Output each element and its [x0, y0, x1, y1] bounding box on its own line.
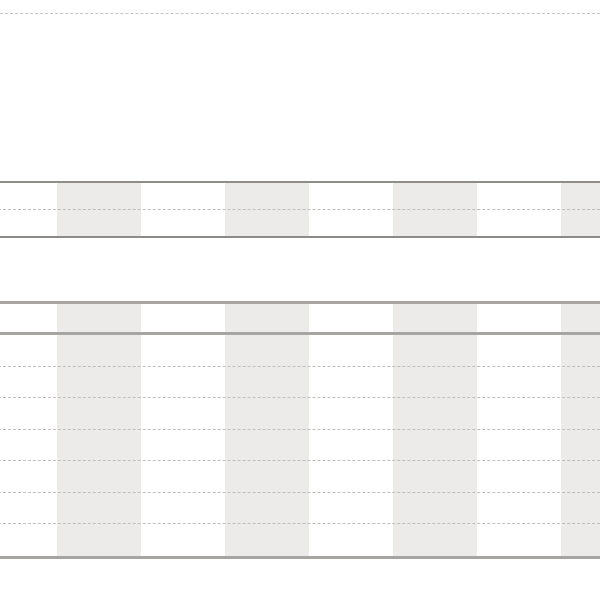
table-cell	[561, 210, 600, 237]
table-cell	[393, 304, 477, 332]
order-row-empty-1	[0, 398, 600, 430]
table-cell	[57, 210, 141, 237]
table-cell	[561, 335, 600, 366]
order-row-gb	[0, 430, 600, 462]
table-cell	[477, 524, 561, 556]
table-cell	[57, 461, 141, 492]
table-cell	[0, 493, 57, 524]
table-cell	[141, 398, 225, 429]
table-cell	[141, 524, 225, 556]
table-cell	[141, 461, 225, 492]
table-cell	[309, 367, 393, 398]
table-cell	[57, 398, 141, 429]
bur-row	[0, 0, 600, 160]
order-row-9000	[0, 524, 600, 556]
table-cell	[225, 493, 309, 524]
table-cell	[309, 335, 393, 366]
table-cell	[57, 304, 141, 332]
table-cell	[393, 524, 477, 556]
table-cell	[141, 430, 225, 461]
table-cell	[477, 367, 561, 398]
table-cell	[477, 493, 561, 524]
table-cell	[57, 335, 141, 366]
table-cell	[393, 183, 477, 209]
table-cell	[393, 367, 477, 398]
table-cell	[477, 461, 561, 492]
table-cell	[393, 210, 477, 237]
table-cell	[309, 461, 393, 492]
table-cell	[141, 304, 225, 332]
table-cell	[393, 335, 477, 366]
table-cell	[141, 183, 225, 209]
table-cell	[225, 335, 309, 366]
table-cell	[561, 398, 600, 429]
table-cell	[225, 183, 309, 209]
table-cell	[57, 493, 141, 524]
table-cell	[225, 304, 309, 332]
iso-size-row	[0, 183, 600, 210]
table-cell	[309, 430, 393, 461]
table-cell	[0, 304, 57, 332]
order-row-4000	[0, 461, 600, 493]
table-cell	[561, 524, 600, 556]
table-cell	[477, 335, 561, 366]
table-cell	[225, 524, 309, 556]
table-cell	[561, 367, 600, 398]
table-cell	[0, 430, 57, 461]
table-cell	[477, 430, 561, 461]
order-row-cb	[0, 335, 600, 367]
table-cell	[477, 304, 561, 332]
table-cell	[225, 210, 309, 237]
table-cell	[141, 367, 225, 398]
table-cell	[309, 398, 393, 429]
table-cell	[141, 210, 225, 237]
table-cell	[57, 367, 141, 398]
table-cell	[393, 398, 477, 429]
order-table	[0, 301, 600, 559]
table-cell	[561, 183, 600, 209]
table-cell	[57, 524, 141, 556]
table-cell	[309, 183, 393, 209]
table-cell	[0, 524, 57, 556]
table-cell	[393, 430, 477, 461]
table-cell	[0, 461, 57, 492]
table-cell	[225, 367, 309, 398]
table-cell	[0, 210, 57, 237]
size-table	[0, 181, 600, 238]
table-cell	[561, 493, 600, 524]
table-cell	[309, 524, 393, 556]
table-cell	[225, 461, 309, 492]
length-row	[0, 210, 600, 237]
table-cell	[225, 430, 309, 461]
order-header-row	[0, 304, 600, 335]
table-cell	[477, 183, 561, 209]
table-cell	[57, 430, 141, 461]
table-cell	[225, 398, 309, 429]
table-cell	[0, 183, 57, 209]
table-cell	[309, 210, 393, 237]
table-cell	[57, 183, 141, 209]
table-cell	[141, 493, 225, 524]
table-cell	[309, 493, 393, 524]
order-row-empty-2	[0, 493, 600, 525]
order-row-c	[0, 367, 600, 399]
table-cell	[393, 493, 477, 524]
table-cell	[393, 461, 477, 492]
table-cell	[561, 430, 600, 461]
table-cell	[0, 398, 57, 429]
table-cell	[477, 210, 561, 237]
table-cell	[561, 304, 600, 332]
table-cell	[141, 335, 225, 366]
table-cell	[0, 367, 57, 398]
table-cell	[0, 335, 57, 366]
table-cell	[477, 398, 561, 429]
table-cell	[309, 304, 393, 332]
table-cell	[561, 461, 600, 492]
